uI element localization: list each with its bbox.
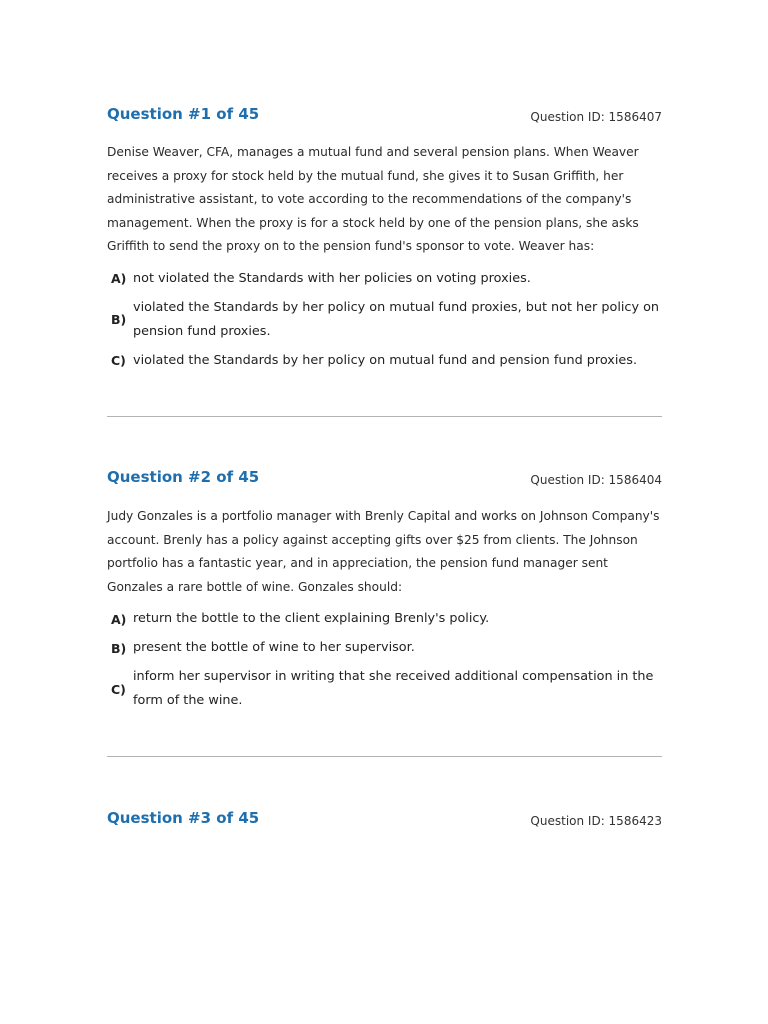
answer-text: return the bottle to the client explaining Brenly's policy.	[133, 611, 490, 627]
question-id: Question ID: 1586404	[530, 473, 662, 487]
question-stem: Judy Gonzales is a portfolio manager with Brenly Capital and works on Johnson Company's account. Brenly has a policy against accepting gifts over $25 from clients. The Johnson portfolio has a fantastic year, and in appreciation, the pension fund manager sent Gonzales a rare bottle of wine. Gonzales should:	[107, 509, 660, 594]
answer-option-c[interactable]	[107, 665, 662, 713]
divider	[107, 416, 662, 417]
answer-text: inform her supervisor in writing that she received additional compensation in the form of the wine.	[133, 669, 654, 709]
answer-list	[107, 267, 662, 373]
answer-option-b[interactable]	[107, 636, 662, 660]
divider	[107, 756, 662, 757]
answer-text: violated the Standards by her policy on mutual fund and pension fund proxies.	[133, 352, 638, 368]
question-1	[107, 104, 662, 378]
question-header	[107, 104, 662, 128]
answer-letter: C)	[111, 681, 126, 697]
answer-option-c[interactable]	[107, 349, 662, 373]
answer-option-a[interactable]	[107, 607, 662, 631]
answer-letter: A)	[111, 611, 127, 627]
answer-text: present the bottle of wine to her supervisor.	[133, 640, 415, 656]
answer-letter: A)	[111, 271, 127, 287]
question-header	[107, 808, 662, 832]
question-title: Question #3 of 45	[107, 809, 260, 827]
question-stem: Denise Weaver, CFA, manages a mutual fund and several pension plans. When Weaver receives a proxy for stock held by the mutual fund, she gives it to Susan Griffith, her administrative assistant, to vote according to the recommendations of the company's management. When the proxy is for a stock held by one of the pension plans, she asks Griffith to send the proxy on to the pension fund's sponsor to vote. Weaver has:	[107, 145, 639, 254]
question-title: Question #1 of 45	[107, 105, 260, 123]
answer-letter: B)	[111, 640, 127, 656]
answer-option-a[interactable]	[107, 267, 662, 291]
question-id: Question ID: 1586423	[530, 814, 662, 828]
question-2	[107, 467, 662, 718]
question-title: Question #2 of 45	[107, 468, 260, 486]
question-id: Question ID: 1586407	[530, 110, 662, 124]
question-3	[107, 808, 662, 832]
answer-text: not violated the Standards with her policies on voting proxies.	[133, 270, 531, 286]
answer-option-b[interactable]	[107, 296, 662, 344]
answer-letter: B)	[111, 312, 127, 328]
question-header	[107, 467, 662, 491]
answer-letter: C)	[111, 353, 126, 369]
answer-list	[107, 607, 662, 713]
answer-text: violated the Standards by her policy on mutual fund proxies, but not her policy on pension fund proxies.	[133, 299, 660, 339]
